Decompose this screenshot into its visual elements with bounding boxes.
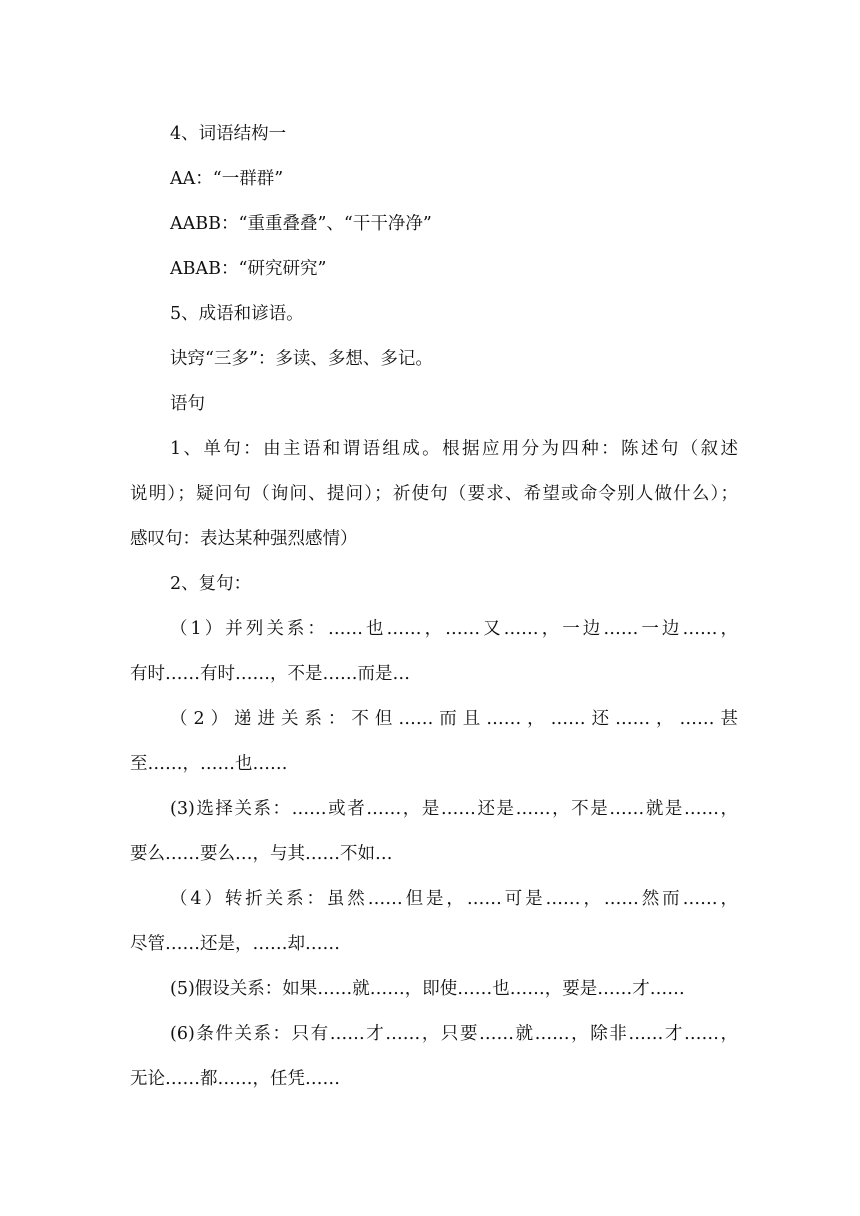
document-body [130, 112, 738, 1102]
section-heading-word-structure: 4、词语结构一 [170, 124, 287, 144]
paragraph-line: 尽管……还是，……却…… [130, 934, 340, 954]
section-heading-complex-sentences: 2、复句： [170, 574, 252, 594]
paragraph-line: 有时……有时……，不是……而是… [130, 664, 410, 684]
section-heading-sentences: 语句 [170, 394, 205, 414]
paragraph-line: （4）转折关系：虽然……但是，……可是……，……然而……， [170, 889, 738, 909]
paragraph-line: 感叹句：表达某种强烈感情） [130, 529, 358, 549]
paragraph-line: 说明）；疑问句（询问、提问）；祈使句（要求、希望或命令别人做什么）； [130, 484, 738, 504]
text-line: 诀窍“三多”：多读、多想、多记。 [170, 349, 433, 369]
paragraph-line: (6)条件关系：只有……才……，只要……就……，除非……才……， [170, 1024, 738, 1044]
text-line: AABB：“重重叠叠”、“干干净净” [170, 214, 432, 234]
paragraph-line: (5)假设关系：如果……就……，即使……也……，要是……才…… [170, 979, 685, 999]
paragraph-line: (3)选择关系：……或者……，是……还是……，不是……就是……， [170, 799, 738, 819]
text-line: AA：“一群群” [170, 169, 284, 189]
paragraph-line: 无论……都……，任凭…… [130, 1069, 340, 1089]
paragraph-line: 要么……要么…，与其……不如… [130, 844, 393, 864]
paragraph-line: （1）并列关系：……也……，……又……，一边……一边……， [170, 619, 738, 639]
paragraph-line: 1、单句：由主语和谓语组成。根据应用分为四种：陈述句（叙述 [170, 439, 738, 459]
text-line: ABAB：“研究研究” [170, 259, 327, 279]
paragraph-line: 至……，……也…… [130, 754, 288, 774]
paragraph-line: （2）递进关系：不但……而且……，……还……，……甚 [170, 709, 738, 729]
section-heading-idioms: 5、成语和谚语。 [170, 304, 304, 324]
